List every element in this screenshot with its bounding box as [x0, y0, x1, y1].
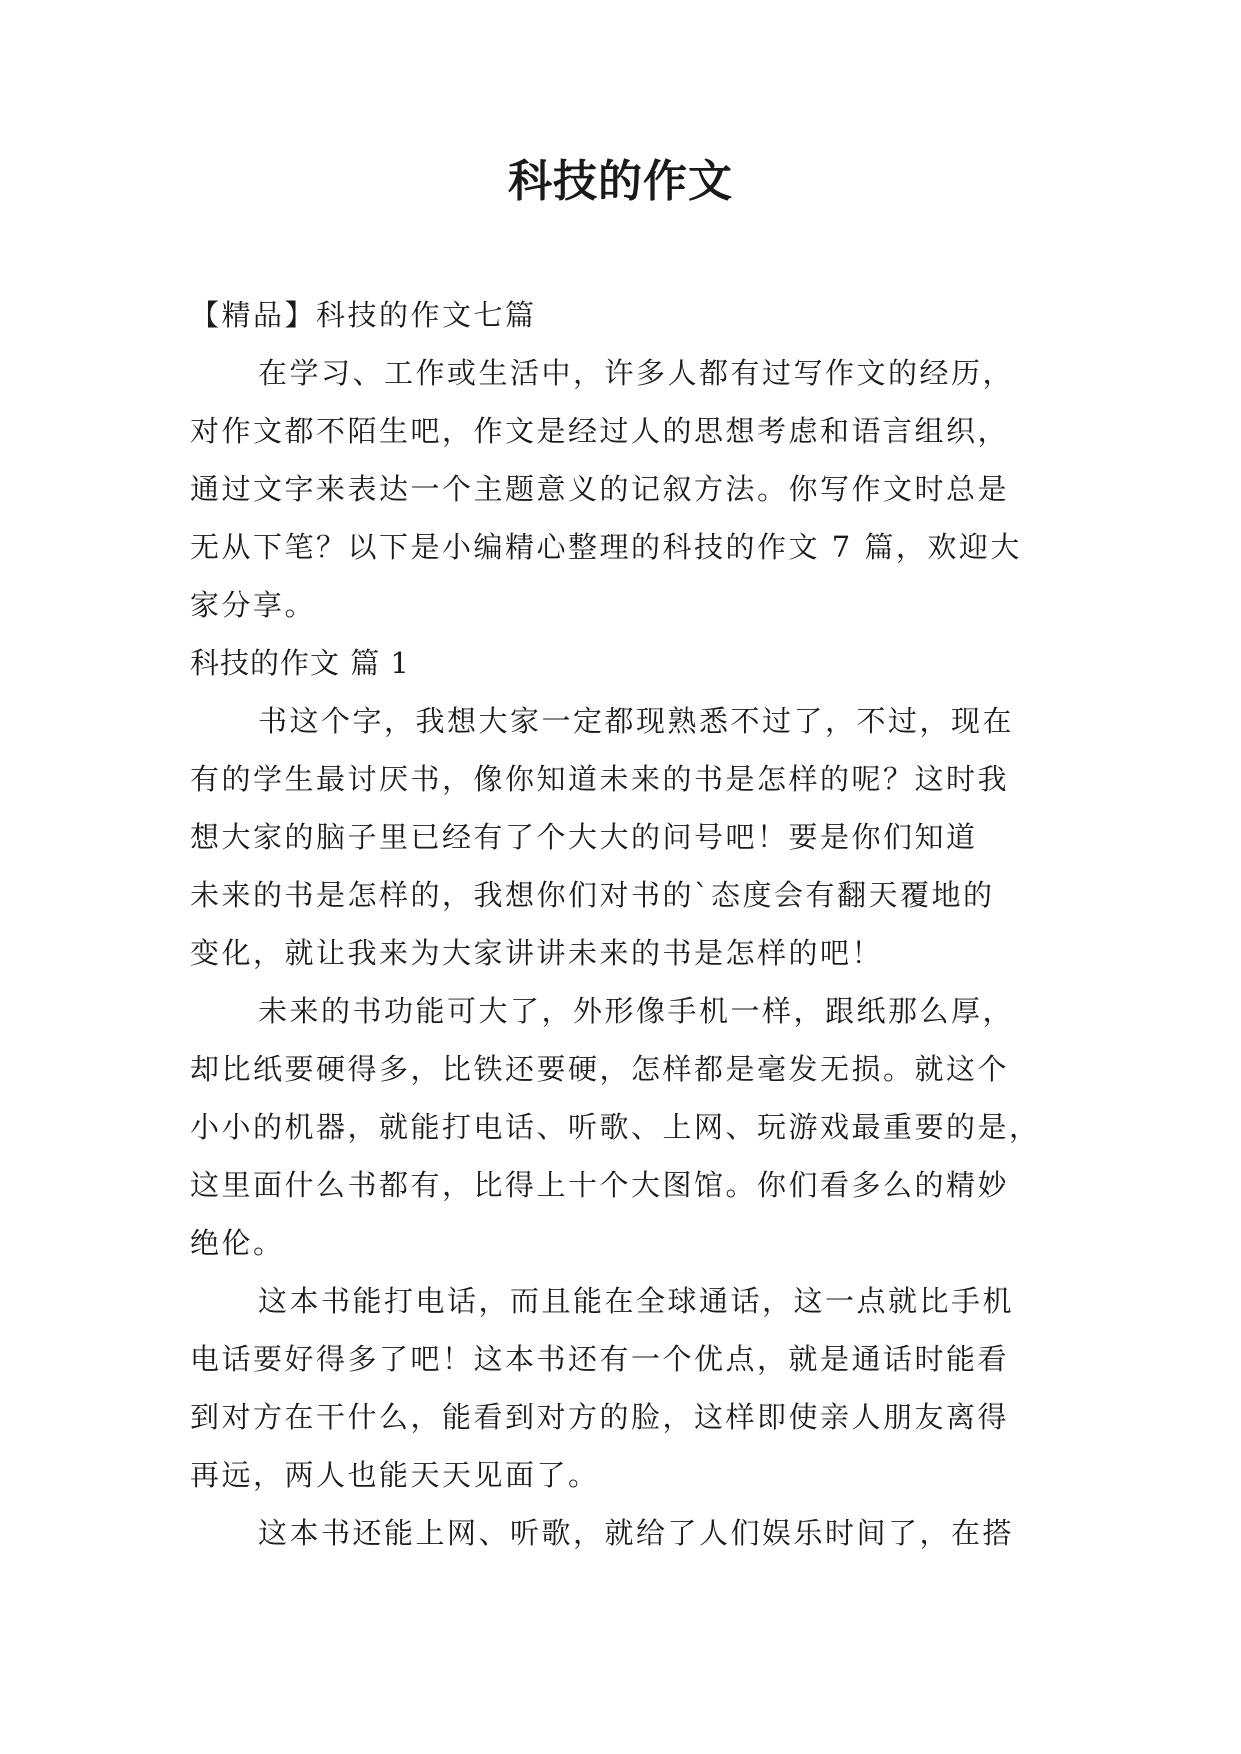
text-line: 电话要好得多了吧！这本书还有一个优点，就是通话时能看 — [190, 1342, 1010, 1376]
text-line: 科技的作文 篇 1 — [190, 646, 410, 680]
text-line: 再远，两人也能天天见面了。 — [190, 1458, 600, 1492]
text-line: 想大家的脑子里已经有了个大大的问号吧！要是你们知道 — [190, 820, 978, 854]
document-title: 科技的作文 — [508, 156, 733, 207]
text-line: 变化，就让我来为大家讲讲未来的书是怎样的吧！ — [190, 936, 884, 970]
text-line: 这里面什么书都有，比得上十个大图馆。你们看多么的精妙 — [190, 1168, 1010, 1202]
text-line: 家分享。 — [190, 588, 317, 622]
text-line: 书这个字，我想大家一定都现熟悉不过了，不过，现在 — [258, 704, 1015, 738]
document-body — [190, 286, 1052, 1562]
text-line: 绝伦。 — [190, 1226, 285, 1260]
text-line: 对作文都不陌生吧，作文是经过人的思想考虑和语言组织， — [190, 414, 1010, 448]
text-line: 到对方在干什么，能看到对方的脸，这样即使亲人朋友离得 — [190, 1400, 1010, 1434]
text-line: 通过文字来表达一个主题意义的记叙方法。你写作文时总是 — [190, 472, 1010, 506]
text-line: 这本书还能上网、听歌，就给了人们娱乐时间了，在搭 — [258, 1516, 1015, 1550]
text-line: 有的学生最讨厌书，像你知道未来的书是怎样的呢？这时我 — [190, 762, 1010, 796]
text-line: 【精品】科技的作文七篇 — [190, 298, 537, 332]
text-line: 小小的机器，就能打电话、听歌、上网、玩游戏最重要的是， — [190, 1110, 1041, 1144]
text-line: 未来的书功能可大了，外形像手机一样，跟纸那么厚， — [258, 994, 1015, 1028]
text-line: 这本书能打电话，而且能在全球通话，这一点就比手机 — [258, 1284, 1015, 1318]
text-line: 在学习、工作或生活中，许多人都有过写作文的经历， — [258, 356, 1015, 390]
text-line: 无从下笔？以下是小编精心整理的科技的作文 7 篇，欢迎大 — [190, 530, 1022, 564]
text-line: 未来的书是怎样的，我想你们对书的`态度会有翻天覆地的 — [190, 878, 995, 912]
text-line: 却比纸要硬得多，比铁还要硬，怎样都是毫发无损。就这个 — [190, 1052, 1010, 1086]
